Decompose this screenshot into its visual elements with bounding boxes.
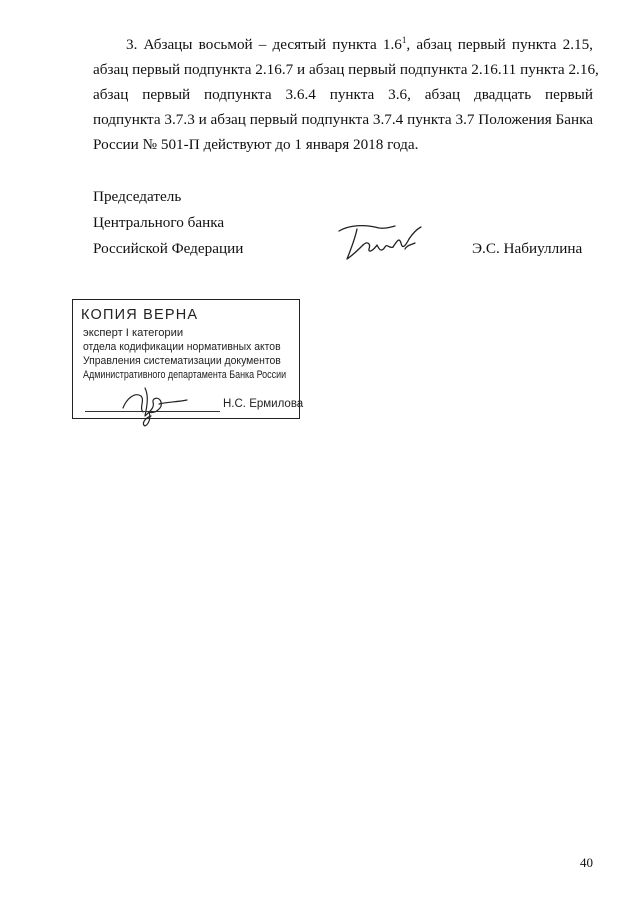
- paragraph-line-1-prefix: 3. Абзацы восьмой – десятый пункта 1.6: [126, 36, 402, 53]
- paragraph-line-5: России № 501-П действуют до 1 января 2018 года.: [93, 136, 419, 153]
- signatory-name: Э.С. Набиуллина: [472, 240, 583, 257]
- stamp-line-3: Управления систематизации документов: [83, 355, 281, 367]
- signatory-title-line-1: Председатель: [93, 188, 182, 205]
- paragraph-superscript: 1: [401, 34, 407, 45]
- stamp-signature-rule: [85, 411, 220, 412]
- chairman-signature-icon: [335, 219, 430, 264]
- stamp-title: КОПИЯ ВЕРНА: [81, 307, 199, 323]
- page-number: 40: [580, 855, 593, 870]
- stamp-name: Н.С. Ермилова: [223, 398, 304, 410]
- certified-copy-stamp: [72, 299, 304, 419]
- stamp-line-4: Административного департамента Банка России: [83, 369, 287, 381]
- paragraph-line-3: абзац первый подпункта 3.6.4 пункта 3.6, абзац двадцать первый: [93, 86, 593, 103]
- stamp-signature-icon: [119, 382, 199, 427]
- paragraph-line-2: абзац первый подпункта 2.16.7 и абзац первый подпункта 2.16.11 пункта 2.16,: [93, 61, 599, 78]
- signatory-title-line-2: Центрального банка: [93, 214, 225, 231]
- stamp-line-1: эксперт I категории: [83, 327, 184, 339]
- signatory-title-line-3: Российской Федерации: [93, 240, 244, 257]
- paragraph-line-1: [126, 36, 593, 54]
- stamp-line-2: отдела кодификации нормативных актов: [83, 341, 281, 353]
- paragraph-line-4: подпункта 3.7.3 и абзац первый подпункта 3.7.4 пункта 3.7 Положения Банка: [93, 111, 593, 128]
- paragraph-line-1-suffix: , абзац первый пункта 2.15,: [406, 36, 593, 53]
